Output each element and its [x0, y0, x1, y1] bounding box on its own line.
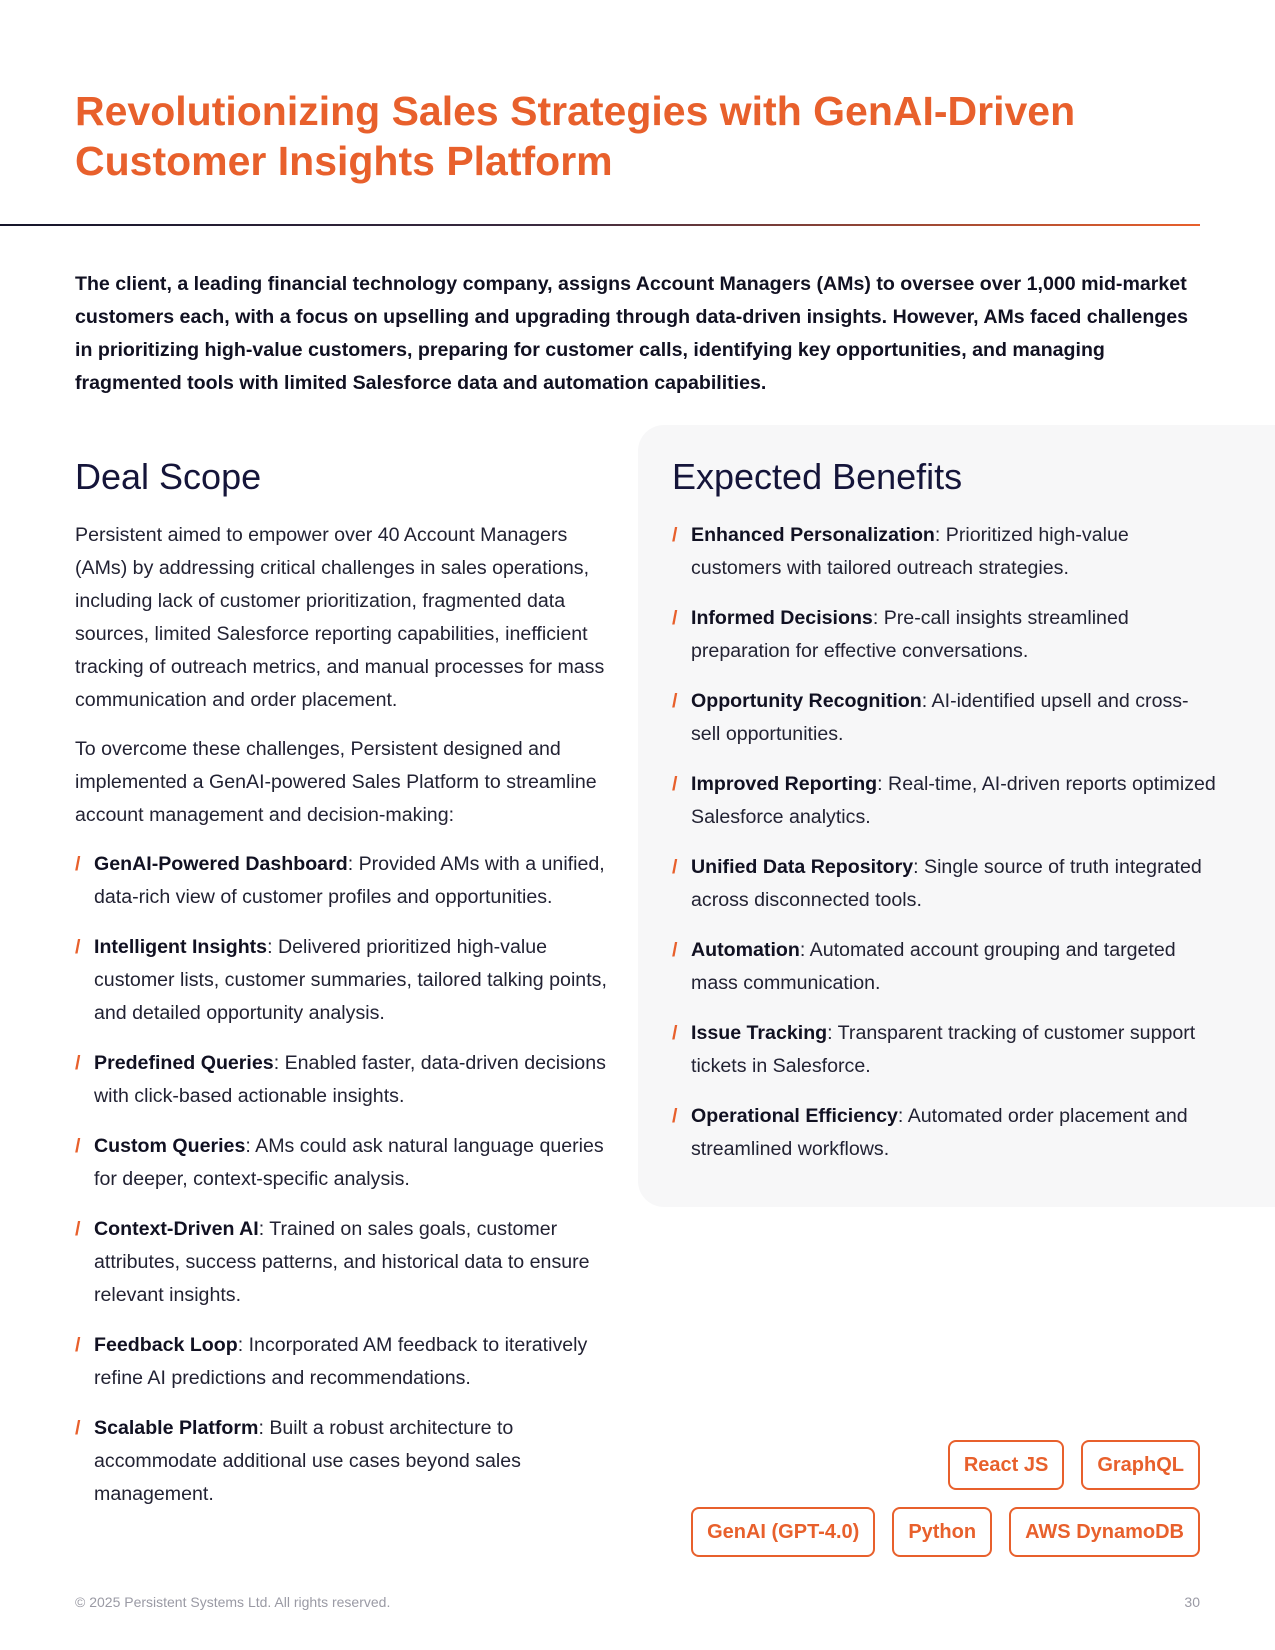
- benefit-item-informed-decisions: [672, 602, 1217, 668]
- slash-bullet-icon: /: [672, 1105, 678, 1127]
- deal-scope-item-genai-powered-dashboard: [75, 848, 615, 914]
- benefit-item-label: Automation: [691, 939, 800, 961]
- deal-scope-item-label: Predefined Queries: [94, 1052, 274, 1074]
- benefit-item-label: Informed Decisions: [691, 607, 873, 629]
- slash-bullet-icon: /: [75, 1334, 81, 1356]
- expected-benefits-list: [672, 519, 1217, 1166]
- deal-scope-item-label: Feedback Loop: [94, 1334, 238, 1356]
- deal-scope-item-scalable-platform: [75, 1412, 615, 1511]
- benefit-item-opportunity-recognition: [672, 685, 1217, 751]
- deal-scope-item-text: : Provided AMs with a unified, data-rich view of customer profiles and opportunities.: [94, 853, 605, 908]
- deal-scope-item-label: Scalable Platform: [94, 1417, 259, 1439]
- deal-scope-item-text: : Trained on sales goals, customer attributes, success patterns, and historical data to ensure relevant insights.: [94, 1218, 590, 1306]
- benefit-item-enhanced-personalization: [672, 519, 1217, 585]
- deal-scope-item-text: : Built a robust architecture to accommodate additional use cases beyond sales management.: [94, 1417, 521, 1505]
- page-title-line-2: Customer Insights Platform: [75, 138, 613, 184]
- slash-bullet-icon: /: [672, 690, 678, 712]
- benefit-item-label: Operational Efficiency: [691, 1105, 898, 1127]
- slash-bullet-icon: /: [672, 939, 678, 961]
- title-divider: [0, 224, 1200, 226]
- deal-scope-item-text: : Incorporated AM feedback to iteratively refine AI predictions and recommendations.: [94, 1334, 588, 1389]
- benefit-item-text: : Prioritized high-value customers with tailored outreach strategies.: [691, 524, 1129, 579]
- deal-scope-item-text: : Delivered prioritized high-value customer lists, customer summaries, tailored talking points, and detailed opportunity analysis.: [94, 936, 607, 1024]
- benefit-item-label: Issue Tracking: [691, 1022, 828, 1044]
- deal-scope-heading: Deal Scope: [75, 456, 262, 497]
- benefit-item-text: : Real-time, AI-driven reports optimized Salesforce analytics.: [691, 773, 1216, 828]
- deal-scope-item-label: Context-Driven AI: [94, 1218, 259, 1240]
- benefit-item-text: : Transparent tracking of customer support tickets in Salesforce.: [691, 1022, 1196, 1077]
- deal-scope-paragraph-2: To overcome these challenges, Persistent designed and implemented a GenAI-powered Sales Platform to streamline account management and decision-making:: [75, 738, 597, 826]
- tech-tag-graphql: GraphQL: [1081, 1440, 1200, 1490]
- deal-scope-item-label: Intelligent Insights: [94, 936, 268, 958]
- page-title: [75, 86, 1175, 186]
- slash-bullet-icon: /: [75, 1218, 81, 1240]
- deal-scope-paragraph-1: Persistent aimed to empower over 40 Account Managers (AMs) by addressing critical challenges in sales operations, including lack of customer prioritization, fragmented data sources, limited Salesforce reporting capabilities, inefficient tracking of outreach metrics, and manual processes for mass communication and order placement.: [75, 524, 605, 711]
- deal-scope-item-text: : Enabled faster, data-driven decisions with click-based actionable insights.: [94, 1052, 606, 1107]
- tech-tags-row-2: [691, 1507, 1200, 1557]
- slash-bullet-icon: /: [75, 1052, 81, 1074]
- benefit-item-text: : Single source of truth integrated across disconnected tools.: [691, 856, 1202, 911]
- deal-scope-section: [75, 455, 615, 1528]
- deal-scope-item-predefined-queries: [75, 1047, 615, 1113]
- deal-scope-item-text: : AMs could ask natural language queries for deeper, context-specific analysis.: [94, 1135, 604, 1190]
- benefit-item-issue-tracking: [672, 1017, 1217, 1083]
- benefit-item-label: Enhanced Personalization: [691, 524, 935, 546]
- expected-benefits-section: [672, 455, 1217, 1183]
- benefit-item-label: Opportunity Recognition: [691, 690, 922, 712]
- benefit-item-automation: [672, 934, 1217, 1000]
- deal-scope-item-custom-queries: [75, 1130, 615, 1196]
- tech-tag-python: Python: [892, 1507, 992, 1557]
- slash-bullet-icon: /: [75, 936, 81, 958]
- page-title-line-1: Revolutionizing Sales Strategies with GenAI-Driven: [75, 88, 1076, 134]
- benefit-item-label: Unified Data Repository: [691, 856, 914, 878]
- page-number: 30: [1184, 1594, 1200, 1610]
- copyright-notice: © 2025 Persistent Systems Ltd. All rights reserved.: [75, 1594, 391, 1610]
- deal-scope-list: [75, 848, 615, 1511]
- expected-benefits-heading: Expected Benefits: [672, 456, 963, 497]
- benefit-item-unified-data-repository: [672, 851, 1217, 917]
- benefit-item-text: : Pre-call insights streamlined preparation for effective conversations.: [691, 607, 1129, 662]
- deal-scope-item-label: Custom Queries: [94, 1135, 246, 1157]
- benefit-item-text: : AI-identified upsell and cross-sell opportunities.: [691, 690, 1189, 745]
- tech-tag-aws-dynamodb: AWS DynamoDB: [1009, 1507, 1200, 1557]
- intro-paragraph: The client, a leading financial technology company, assigns Account Managers (AMs) to oversee over 1,000 mid-market customers each, with a focus on upselling and upgrading through data-driven insights. However, AMs faced challenges in prioritizing high-value customers, preparing for customer calls, identifying key opportunities, and managing fragmented tools with limited Salesforce data and automation capabilities.: [75, 273, 1189, 394]
- benefit-item-text: : Automated order placement and streamlined workflows.: [691, 1105, 1188, 1160]
- tech-tag-react-js: React JS: [948, 1440, 1065, 1490]
- tech-tags-row-1: [948, 1440, 1200, 1490]
- benefit-item-text: : Automated account grouping and targeted mass communication.: [691, 939, 1176, 994]
- deal-scope-item-context-driven-ai: [75, 1213, 615, 1312]
- slash-bullet-icon: /: [672, 607, 678, 629]
- deal-scope-item-label: GenAI-Powered Dashboard: [94, 853, 348, 875]
- slash-bullet-icon: /: [75, 1417, 81, 1439]
- slash-bullet-icon: /: [75, 853, 81, 875]
- benefit-item-label: Improved Reporting: [691, 773, 878, 795]
- deal-scope-item-intelligent-insights: [75, 931, 615, 1030]
- deal-scope-item-feedback-loop: [75, 1329, 615, 1395]
- slash-bullet-icon: /: [672, 524, 678, 546]
- tech-tag-genai-gpt-4-0: GenAI (GPT-4.0): [691, 1507, 875, 1557]
- benefit-item-improved-reporting: [672, 768, 1217, 834]
- slash-bullet-icon: /: [75, 1135, 81, 1157]
- slash-bullet-icon: /: [672, 773, 678, 795]
- slash-bullet-icon: /: [672, 1022, 678, 1044]
- benefit-item-operational-efficiency: [672, 1100, 1217, 1166]
- slash-bullet-icon: /: [672, 856, 678, 878]
